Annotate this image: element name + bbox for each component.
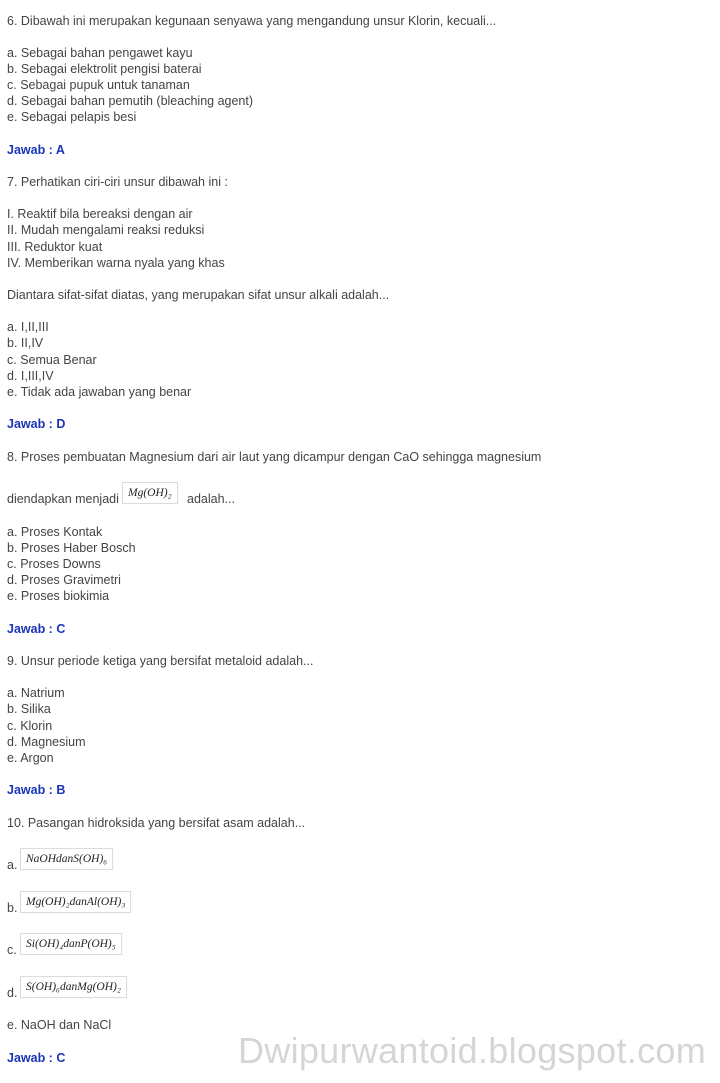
- question-8-line-1: 8. Proses pembuatan Magnesium dari air laut yang dicampur dengan CaO sehingga magnesium: [7, 450, 542, 464]
- q7-statement-2: II. Mudah mengalami reaksi reduksi: [7, 223, 205, 237]
- q8-option-a: a. Proses Kontak: [7, 525, 103, 539]
- q7-statement-1: I. Reaktif bila bereaksi dengan air: [7, 207, 193, 221]
- q7-answer: Jawab : D: [7, 417, 66, 431]
- q8-formula-box: Mg(OH)₂: [122, 482, 178, 504]
- question-6-text: 6. Dibawah ini merupakan kegunaan senyawa yang mengandung unsur Klorin, kecuali...: [7, 14, 497, 28]
- question-10-text: 10. Pasangan hidroksida yang bersifat asam adalah...: [7, 816, 306, 830]
- q9-option-a: a. Natrium: [7, 686, 65, 700]
- q7-option-a: a. I,II,III: [7, 320, 49, 334]
- q8-option-b: b. Proses Haber Bosch: [7, 541, 136, 555]
- q6-option-a: a. Sebagai bahan pengawet kayu: [7, 46, 193, 60]
- question-9-text: 9. Unsur periode ketiga yang bersifat metaloid adalah...: [7, 654, 314, 668]
- q10-option-d-letter: d.: [7, 986, 18, 1000]
- q9-option-b: b. Silika: [7, 702, 51, 716]
- q10-option-b-letter: b.: [7, 901, 18, 915]
- q10-option-d-formula: S(OH)₆danMg(OH)₂: [20, 976, 127, 998]
- q6-option-d: d. Sebagai bahan pemutih (bleaching agent): [7, 94, 254, 108]
- question-8-line-2-prefix: diendapkan menjadi: [7, 492, 119, 506]
- q8-option-e: e. Proses biokimia: [7, 589, 110, 603]
- question-8-line-2-suffix: adalah...: [187, 492, 235, 506]
- question-7-text: 7. Perhatikan ciri-ciri unsur dibawah ini :: [7, 175, 228, 189]
- q10-option-e: e. NaOH dan NaCl: [7, 1018, 112, 1032]
- q9-answer: Jawab : B: [7, 783, 66, 797]
- q10-option-b-formula: Mg(OH)₂danAl(OH)₃: [20, 891, 131, 913]
- q8-option-d: d. Proses Gravimetri: [7, 573, 121, 587]
- q7-statement-3: III. Reduktor kuat: [7, 240, 103, 254]
- q6-option-e: e. Sebagai pelapis besi: [7, 110, 137, 124]
- q7-option-b: b. II,IV: [7, 336, 44, 350]
- q7-prompt: Diantara sifat-sifat diatas, yang merupakan sifat unsur alkali adalah...: [7, 288, 390, 302]
- q10-option-c-formula: Si(OH)₄danP(OH)₅: [20, 933, 122, 955]
- q6-option-c: c. Sebagai pupuk untuk tanaman: [7, 78, 190, 92]
- q10-option-a-formula: NaOHdanS(OH)₆: [20, 848, 113, 870]
- q9-option-e: e. Argon: [7, 751, 54, 765]
- q7-statement-4: IV. Memberikan warna nyala yang khas: [7, 256, 225, 270]
- q6-answer: Jawab : A: [7, 143, 65, 157]
- q7-option-e: e. Tidak ada jawaban yang benar: [7, 385, 192, 399]
- q6-option-b: b. Sebagai elektrolit pengisi baterai: [7, 62, 202, 76]
- q7-option-c: c. Semua Benar: [7, 353, 97, 367]
- q10-option-c-letter: c.: [7, 943, 17, 957]
- q7-option-d: d. I,III,IV: [7, 369, 54, 383]
- q8-option-c: c. Proses Downs: [7, 557, 101, 571]
- q9-option-c: c. Klorin: [7, 719, 53, 733]
- q8-answer: Jawab : C: [7, 622, 66, 636]
- q9-option-d: d. Magnesium: [7, 735, 86, 749]
- q10-option-a-letter: a.: [7, 858, 18, 872]
- q10-answer: Jawab : C: [7, 1051, 66, 1065]
- watermark: Dwipurwantoid.blogspot.com: [237, 1030, 706, 1071]
